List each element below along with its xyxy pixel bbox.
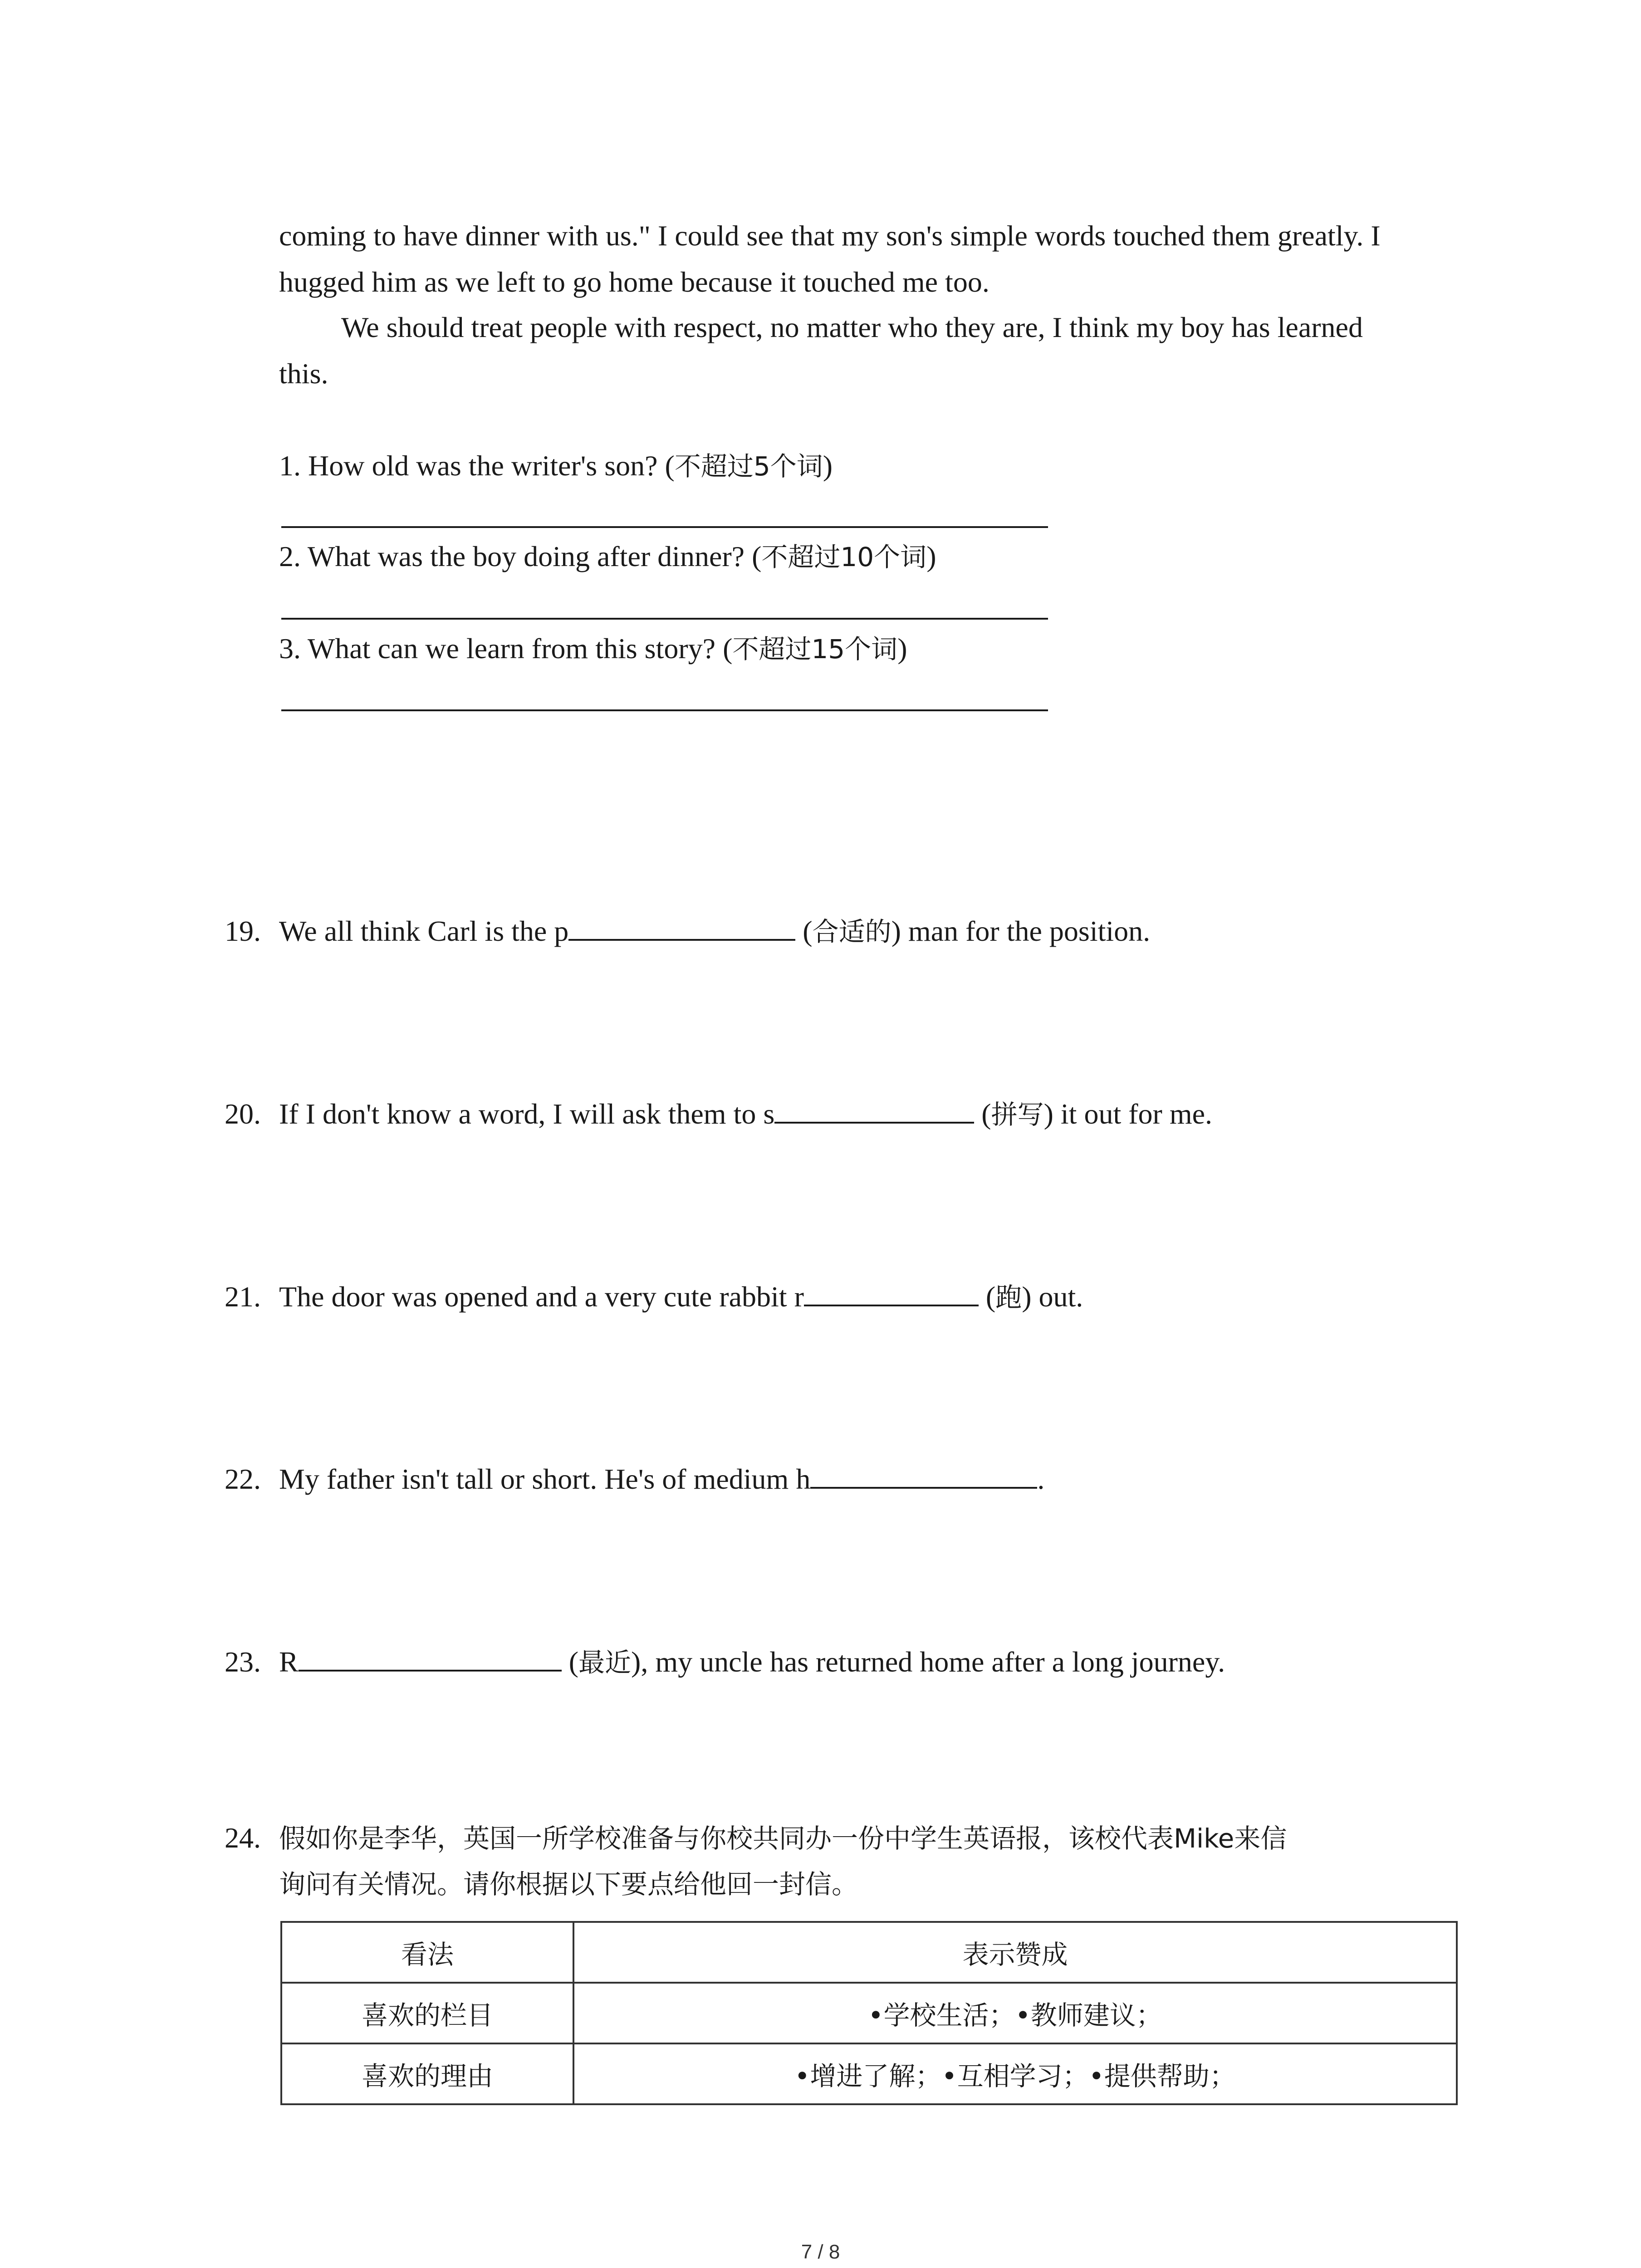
question-3: 3. What can we learn from this story? (不超过15个词) xyxy=(279,632,907,665)
item-hint: 合适的 xyxy=(812,916,892,947)
table-row xyxy=(281,1983,1457,2043)
passage-line-1: coming to have dinner with us." I could see that my son's simple words touched them greatly. I xyxy=(279,220,1381,252)
item-number: 24. xyxy=(225,1822,261,1854)
writing-prompt-line-1: 假如你是李华，英国一所学校准备与你校共同办一份中学生英语报，该校代表Mike来信 xyxy=(279,1823,1287,1854)
item-19: 19. We all think Carl is the p (合适的) man for the position. xyxy=(225,913,1150,946)
table-content: •增进了解；•互相学习；•提供帮助； xyxy=(573,2043,1457,2104)
answer-line-3[interactable] xyxy=(281,709,1048,711)
question-1: 1. How old was the writer's son? (不超过5个词) xyxy=(279,450,833,482)
answer-line-2[interactable] xyxy=(281,618,1048,620)
item-22: 22. My father isn't tall or short. He's of medium h . xyxy=(225,1461,1044,1494)
item-hint: 拼写 xyxy=(991,1099,1044,1130)
passage-line-4: this. xyxy=(279,357,328,390)
item-21: 21. The door was opened and a very cute rabbit r (跑) out. xyxy=(225,1278,1083,1311)
item-number: 22. xyxy=(225,1463,261,1495)
item-number: 19. xyxy=(225,915,261,947)
table-content: 表示赞成 xyxy=(573,1922,1457,1983)
item-number: 20. xyxy=(225,1098,261,1130)
item-20: 20. If I don't know a word, I will ask them to s (拼写) it out for me. xyxy=(225,1095,1212,1129)
fill-blank[interactable] xyxy=(804,1278,979,1306)
table-row xyxy=(281,2043,1457,2104)
question-1-limit: 不超过5个词 xyxy=(674,451,823,482)
fill-blank[interactable] xyxy=(810,1461,1037,1489)
item-24 xyxy=(225,1823,1287,1853)
fill-blank[interactable] xyxy=(774,1095,974,1124)
fill-blank[interactable] xyxy=(568,913,795,941)
table-label: 看法 xyxy=(281,1922,573,1983)
item-hint: 跑 xyxy=(995,1282,1022,1313)
item-number: 21. xyxy=(225,1281,261,1313)
item-hint: 最近 xyxy=(578,1647,632,1678)
page-number: 7 / 8 xyxy=(801,2241,840,2263)
passage-line-3: We should treat people with respect, no matter who they are, I think my boy has learned xyxy=(341,311,1363,343)
answer-line-1[interactable] xyxy=(281,526,1048,528)
item-number: 23. xyxy=(225,1646,261,1678)
writing-requirements-table xyxy=(280,1921,1458,2105)
writing-prompt-line-2: 询问有关情况。请你根据以下要点给他回一封信。 xyxy=(279,1869,858,1900)
item-23: 23. R (最近), my uncle has returned home after a long journey. xyxy=(225,1643,1225,1677)
table-label: 喜欢的理由 xyxy=(281,2043,573,2104)
question-2: 2. What was the boy doing after dinner? (不超过10个词) xyxy=(279,540,936,572)
table-content: •学校生活；•教师建议； xyxy=(573,1983,1457,2043)
fill-blank[interactable] xyxy=(299,1643,562,1672)
table-label: 喜欢的栏目 xyxy=(281,1983,573,2043)
question-2-limit: 不超过10个词 xyxy=(761,542,927,572)
passage-line-2: hugged him as we left to go home because it touched me too. xyxy=(279,266,989,298)
table-row xyxy=(281,1922,1457,1983)
question-3-limit: 不超过15个词 xyxy=(732,634,898,665)
